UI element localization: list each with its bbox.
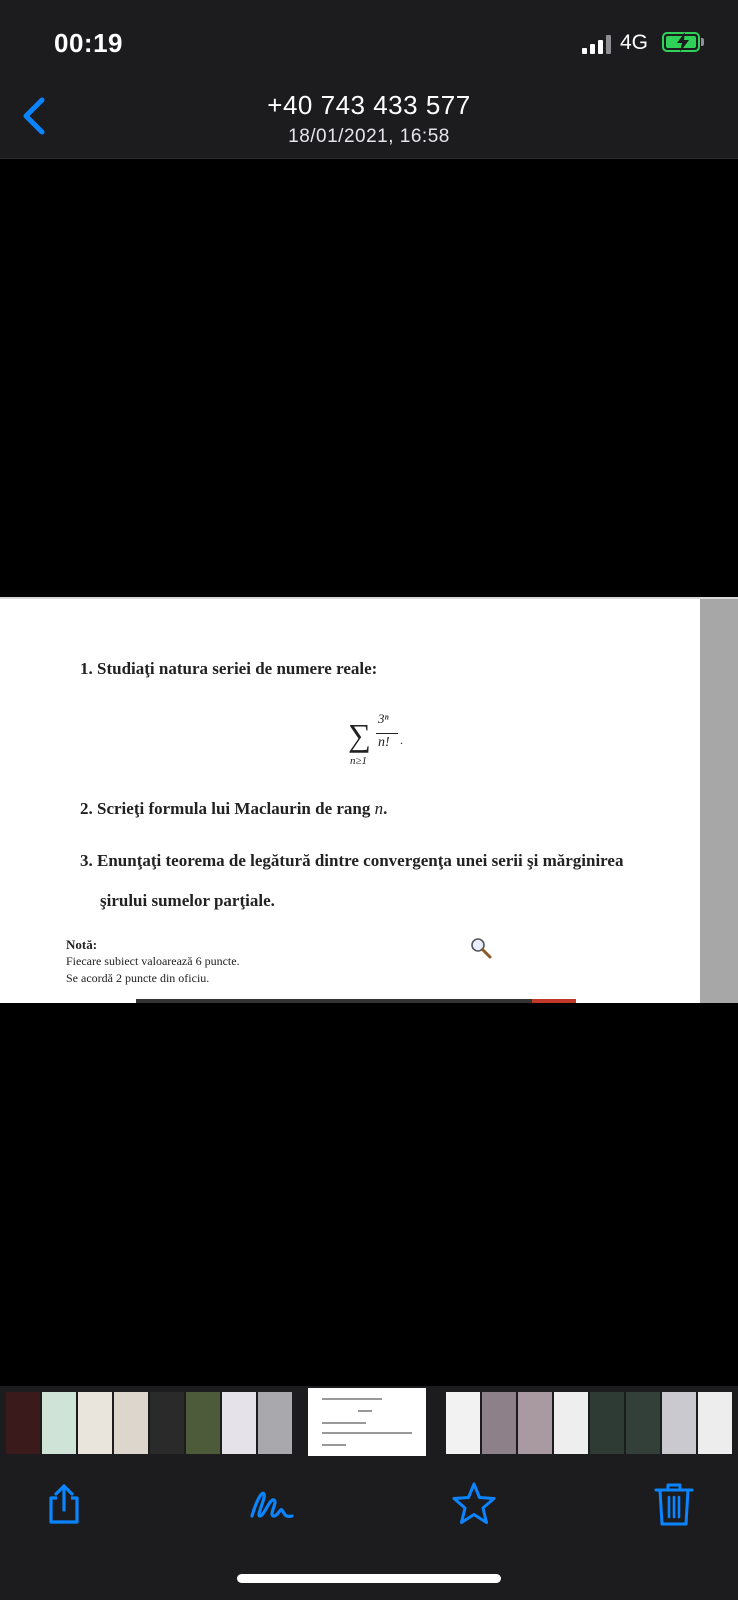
delete-button[interactable] <box>650 1480 698 1528</box>
thumbnail[interactable] <box>518 1392 552 1454</box>
note-line-2: Se acordă 2 puncte din oficiu. <box>66 971 210 985</box>
series-formula: ∑ n≥1 3ⁿ n! . <box>348 711 403 767</box>
home-indicator[interactable] <box>237 1574 501 1583</box>
battery-charging-icon <box>662 32 700 52</box>
note-line-1: Fiecare subiect valoarează 6 puncte. <box>66 954 240 968</box>
share-button[interactable] <box>40 1480 88 1528</box>
message-timestamp: 18/01/2021, 16:58 <box>288 126 450 147</box>
thumbnail[interactable] <box>626 1392 660 1454</box>
favorite-button[interactable] <box>450 1480 498 1528</box>
thumbnail[interactable] <box>78 1392 112 1454</box>
question-1: 1. Studiaţi natura seriei de numere reale: <box>80 659 378 678</box>
star-icon <box>450 1480 498 1528</box>
status-time: 00:19 <box>54 28 123 58</box>
note-title: Notă: <box>66 937 98 952</box>
thumbnail[interactable] <box>186 1392 220 1454</box>
markup-button[interactable] <box>248 1480 296 1528</box>
trash-icon <box>650 1480 698 1528</box>
thumbnail[interactable] <box>590 1392 624 1454</box>
sender-phone-number: +40 743 433 577 <box>267 90 471 120</box>
network-type: 4G <box>620 31 649 54</box>
thumbnail[interactable] <box>114 1392 148 1454</box>
markup-icon <box>248 1480 296 1528</box>
share-icon <box>40 1480 88 1528</box>
question-3: 3. Enunţaţi teorema de legătură dintre convergenţa unei serii şi mărginirea <box>80 851 624 870</box>
document-photo <box>0 597 738 1003</box>
thumbnail[interactable] <box>222 1392 256 1454</box>
thumbnail[interactable] <box>258 1392 292 1454</box>
thumbnail[interactable] <box>150 1392 184 1454</box>
nav-bar <box>0 90 738 159</box>
status-bar <box>0 0 738 90</box>
thumbnail[interactable] <box>662 1392 696 1454</box>
thumbnail[interactable] <box>698 1392 732 1454</box>
battery-tip <box>701 38 704 46</box>
thumbnail[interactable] <box>6 1392 40 1454</box>
document-scrollbar <box>700 599 738 1003</box>
question-3-continuation: şirului sumelor parţiale. <box>100 891 275 910</box>
thumbnail[interactable] <box>42 1392 76 1454</box>
thumbnail-selected[interactable] <box>308 1388 426 1456</box>
magnifier-icon <box>470 937 492 959</box>
thumbnail[interactable] <box>554 1392 588 1454</box>
thumbnail[interactable] <box>482 1392 516 1454</box>
thumbnail[interactable] <box>446 1392 480 1454</box>
document-bottom-bar <box>136 999 576 1003</box>
photo-viewer[interactable] <box>0 159 738 1386</box>
question-2: 2. Scrieţi formula lui Maclaurin de rang n. <box>80 799 388 818</box>
cellular-signal-icon <box>582 34 612 54</box>
thumbnail-strip[interactable] <box>0 1386 738 1458</box>
